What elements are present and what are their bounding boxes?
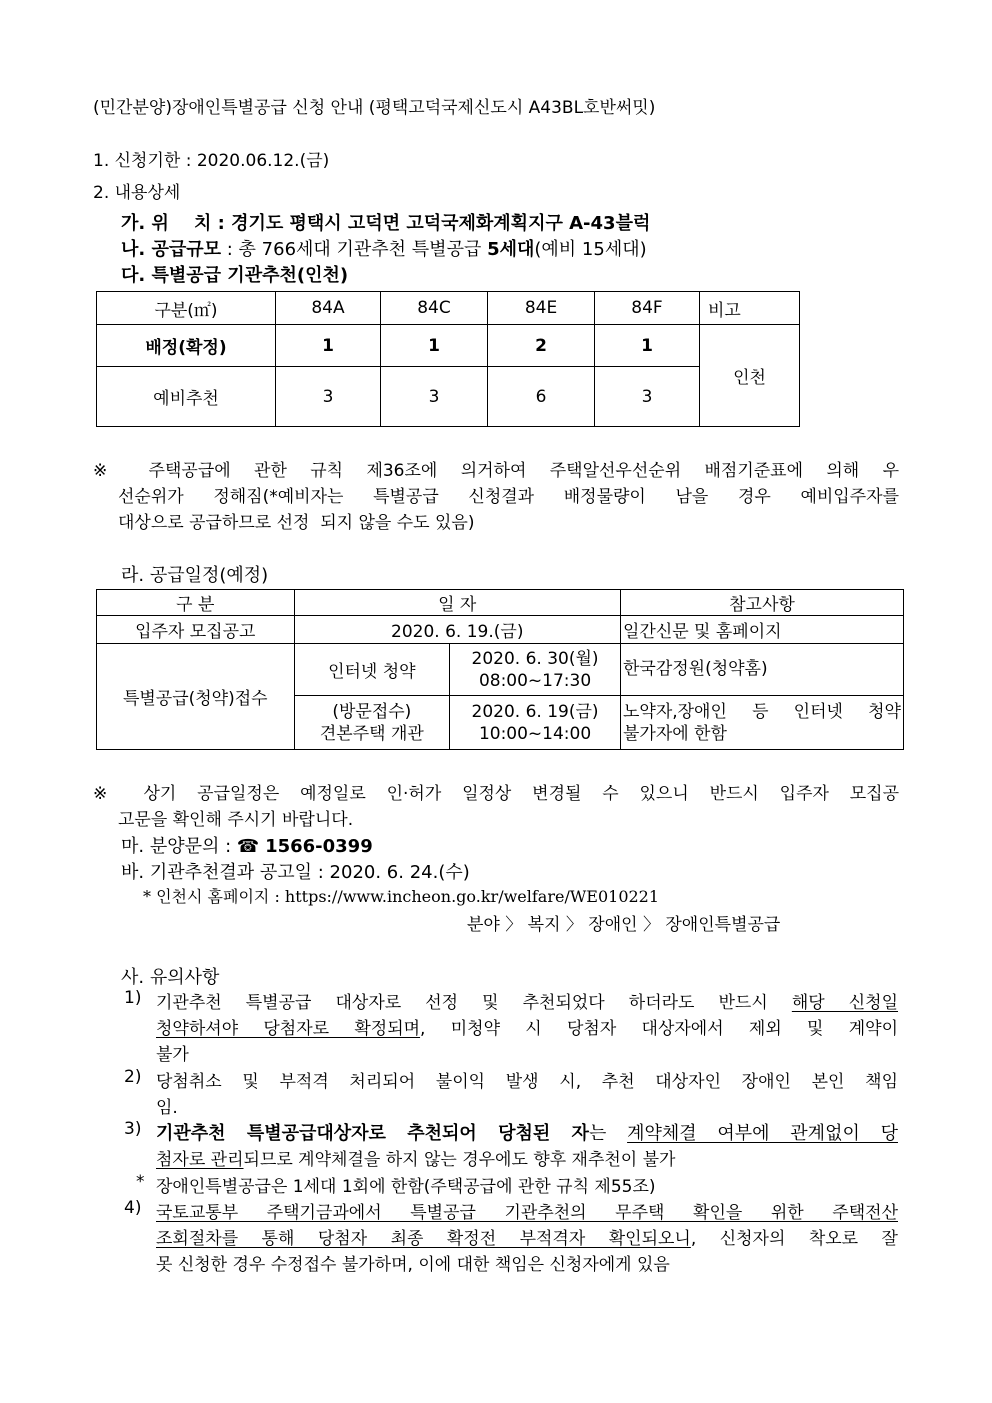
supply-scale-label: 나. 공급규모 (121, 239, 222, 260)
schedule-visit-note2: 불가자에 한함 (622, 723, 727, 744)
homepage-path: 분야 〉 복지 〉 장애인 〉 장애인특별공급 (467, 915, 781, 935)
agency-recommend-heading: 다. 특별공급 기관추천(인천) (121, 265, 349, 286)
supply-scale-text: : 총 766세대 기관추천 특별공급 (221, 239, 488, 260)
item-4-text2: , 신청자의 착오로 잘 (690, 1229, 898, 1249)
schedule-header-date: 일 자 (294, 590, 620, 616)
location-line: 가. 위 치 : 경기도 평택시 고덕면 고덕국제화계획지구 A-43블럭 (121, 213, 651, 234)
schedule-group-label: 특별공급(청약)접수 (97, 644, 295, 750)
schedule-row-notice-date: 2020. 6. 19.(금) (294, 616, 620, 644)
deadline-line: 1. 신청기한 : 2020.06.12.(금) (93, 151, 330, 171)
item-3-underline2: 첨자로 관리 (156, 1150, 244, 1170)
item-3-line2 (156, 1145, 675, 1170)
result-date-line: 바. 기관추천결과 공고일 : 2020. 6. 24.(수) (121, 862, 470, 883)
supply-scale-line (121, 235, 647, 261)
alloc-cell: 1 (276, 325, 381, 367)
alloc-header-84f: 84F (595, 292, 700, 325)
schedule-visit-sub2: 견본주택 개관 (319, 723, 424, 744)
alloc-cell: 1 (381, 325, 488, 367)
alloc-cell: 2 (488, 325, 595, 367)
supply-scale-reserve: (예비 15세대) (534, 239, 647, 260)
note-schedule-line2: 고문을 확인해 주시기 바랍니다. (118, 810, 354, 830)
details-heading: 2. 내용상세 (93, 183, 181, 203)
schedule-internet-time: 08:00~17:30 (478, 670, 592, 691)
cautions-heading: 사. 유의사항 (121, 967, 220, 988)
schedule-row-notice-note: 일간신문 및 홈페이지 (620, 616, 903, 644)
schedule-visit-sub1: (방문접수) (332, 701, 412, 722)
schedule-internet-date (450, 644, 621, 696)
note-priority-line2: 선순위가 정해짐(*예비자는 특별공급 신청결과 배정물량이 남을 경우 예비입주자를 (118, 487, 899, 507)
star-mark: * (136, 1172, 145, 1192)
item-1-text2: , 미청약 시 당첨자 대상자에서 제외 및 계약이 (420, 1019, 898, 1039)
schedule-heading-label: 라. 공급일정(예정) (121, 565, 269, 586)
note-schedule-line1: ※ 상기 공급일정은 예정일로 인·허가 일정상 변경될 수 있으니 반드시 입주자 모집공 (93, 784, 899, 804)
item-3-line1 (156, 1119, 898, 1145)
schedule-header-note: 참고사항 (620, 590, 903, 616)
item-1-line2 (156, 1014, 898, 1039)
alloc-cell: 6 (488, 367, 595, 427)
item-1-line1 (156, 988, 898, 1013)
inquiry-phone: 1566-0399 (265, 836, 373, 857)
schedule-visit-day: 2020. 6. 19(금) (471, 701, 599, 722)
schedule-visit-note1: 노약자,장애인 등 인터넷 청약 (622, 701, 901, 722)
schedule-header-type: 구 분 (97, 590, 295, 616)
item-4-underline2: 조회절차를 통해 당첨자 최종 확정전 부적격자 확인되오니 (156, 1229, 691, 1249)
note-priority-line1: ※ 주택공급에 관한 규칙 제36조에 의거하여 주택알선우선순위 배점기준표에 의해 우 (93, 461, 899, 481)
item-3-number: 3) (124, 1119, 142, 1139)
schedule-visit-note (620, 696, 903, 750)
schedule-heading (121, 561, 268, 587)
schedule-table (96, 589, 904, 750)
item-1-underline2: 청약하셔야 당첨자로 확정되며 (156, 1019, 421, 1039)
star-note: 장애인특별공급은 1세대 1회에 한함(주택공급에 관한 규칙 제55조) (156, 1177, 656, 1197)
schedule-visit-label (294, 696, 450, 750)
alloc-header-remark: 비고 (700, 292, 800, 325)
alloc-header-84c: 84C (381, 292, 488, 325)
alloc-cell: 3 (276, 367, 381, 427)
item-2-line1: 당첨취소 및 부적격 처리되어 불이익 발생 시, 추천 대상자인 장애인 본인 책임 (156, 1072, 898, 1092)
item-3-bold: 기관추천 특별공급대상자로 추천되어 당첨된 자 (156, 1123, 589, 1144)
item-4-line1: 국토교통부 주택기금과에서 특별공급 기관추천의 무주택 확인을 위한 주택전산 (156, 1203, 898, 1223)
item-1-line3: 불가 (156, 1045, 189, 1065)
schedule-internet-label: 인터넷 청약 (294, 644, 450, 696)
item-1-text: 기관추천 특별공급 대상자로 선정 및 추천되었다 하더라도 반드시 (156, 993, 792, 1013)
inquiry-line (121, 832, 373, 858)
alloc-header-type: 구분(㎡) (97, 292, 276, 325)
alloc-cell: 1 (595, 325, 700, 367)
allocation-table (96, 291, 800, 427)
homepage-line: * 인천시 홈페이지 : https://www.incheon.go.kr/welfare/WE010221 (143, 887, 660, 906)
alloc-cell: 3 (595, 367, 700, 427)
alloc-row-reserve-label: 예비추천 (97, 367, 276, 427)
item-3-text2: 되므로 계약체결을 하지 않는 경우에도 향후 재추천이 불가 (243, 1150, 676, 1170)
item-1-underline: 해당 신청일 (791, 993, 899, 1013)
item-3-text: 는 (588, 1123, 628, 1144)
schedule-visit-time: 10:00~14:00 (478, 723, 592, 744)
alloc-row-confirmed-label: 배정(확정) (97, 325, 276, 367)
schedule-row-notice-label: 입주자 모집공고 (97, 616, 295, 644)
phone-icon: ☎ (236, 836, 260, 857)
schedule-visit-date (450, 696, 621, 750)
item-4-line2 (156, 1224, 898, 1249)
schedule-internet-day: 2020. 6. 30(월) (471, 648, 599, 669)
schedule-internet-note: 한국감정원(청약홈) (620, 644, 903, 696)
alloc-header-84a: 84A (276, 292, 381, 325)
item-4-number: 4) (124, 1198, 142, 1218)
alloc-header-84e: 84E (488, 292, 595, 325)
item-2-line2: 임. (156, 1098, 178, 1118)
inquiry-label: 마. 분양문의 : (121, 836, 237, 857)
note-priority-line3: 대상으로 공급하므로 선정 되지 않을 수도 있음) (118, 513, 475, 533)
item-2-number: 2) (124, 1067, 142, 1087)
item-3-underline: 계약체결 여부에 관계없이 당 (627, 1123, 898, 1144)
alloc-remark-cell: 인천 (700, 325, 800, 427)
page-title: (민간분양)장애인특별공급 신청 안내 (평택고덕국제신도시 A43BL호반써밋) (93, 98, 656, 118)
alloc-cell: 3 (381, 367, 488, 427)
supply-scale-count: 5세대 (487, 239, 535, 260)
item-4-line3: 못 신청한 경우 수정접수 불가하며, 이에 대한 책임은 신청자에게 있음 (156, 1255, 670, 1275)
item-1-number: 1) (124, 988, 142, 1008)
